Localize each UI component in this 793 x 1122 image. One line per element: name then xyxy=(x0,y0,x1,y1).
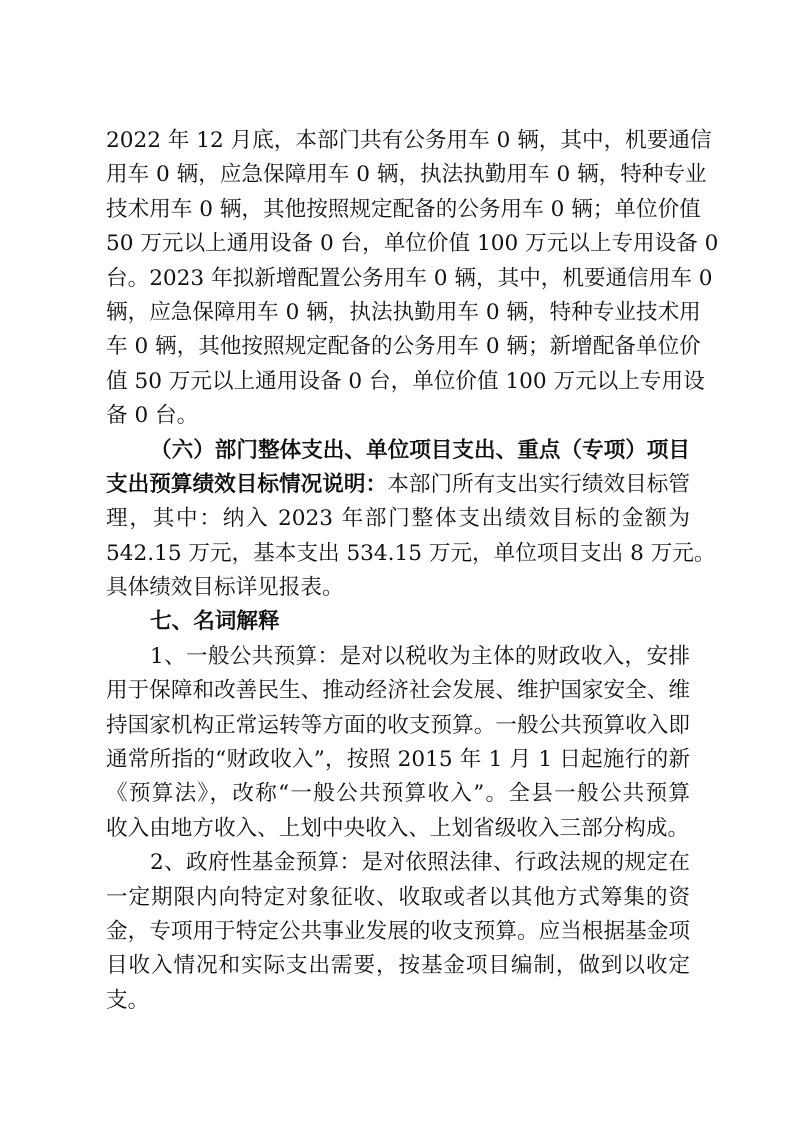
section-heading-tail: 支出预算绩效目标情况说明： xyxy=(106,471,388,497)
paragraph-line: 理，其中：纳入 2023 年部门整体支出绩效目标的金额为 xyxy=(106,506,690,532)
mixed-line xyxy=(106,468,690,502)
paragraph-line: 2022 年 12 月底，本部门共有公务用车 0 辆，其中，机要通信 xyxy=(106,128,712,153)
paragraph-line: 金，专项用于特定公共事业发展的收支预算。应当根据基金项 xyxy=(106,918,690,944)
definition-line: 1、一般公共预算：是对以税收为主体的财政收入，安排 xyxy=(150,643,690,669)
paragraph-line: 用车 0 辆，应急保障用车 0 辆，执法执勤用车 0 辆，特种专业 xyxy=(106,162,707,188)
paragraph-line: 收入由地方收入、上划中央收入、上划省级收入三部分构成。 xyxy=(106,815,690,841)
paragraph-line: 持国家机构正常运转等方面的收支预算。一般公共预算收入即 xyxy=(106,712,690,738)
paragraph-line: 车 0 辆，其他按照规定配备的公务用车 0 辆；新增配备单位价 xyxy=(106,334,701,360)
paragraph-line: 50 万元以上通用设备 0 台，单位价值 100 万元以上专用设备 0 xyxy=(106,231,719,257)
paragraph-line: 542.15 万元，基本支出 534.15 万元，单位项目支出 8 万元。 xyxy=(106,540,716,566)
document-body xyxy=(106,124,719,1018)
definition-line: 2、政府性基金预算：是对依照法律、行政法规的规定在 xyxy=(150,850,690,876)
paragraph-line: 支。 xyxy=(106,987,150,1013)
paragraph-line: 技术用车 0 辆，其他按照规定配备的公务用车 0 辆；单位价值 xyxy=(106,196,701,222)
paragraph-line: 备 0 台。 xyxy=(106,403,199,429)
section-heading-line: （六）部门整体支出、单位项目支出、重点（专项）项目 xyxy=(150,437,690,463)
paragraph-line: 目收入情况和实际支出需要，按基金项目编制，做到以收定 xyxy=(106,953,690,979)
paragraph-line: 台。2023 年拟新增配置公务用车 0 辆，其中，机要通信用车 0 xyxy=(106,265,713,291)
paragraph-line: 具体绩效目标详见报表。 xyxy=(106,575,344,601)
section-heading: 七、名词解释 xyxy=(150,609,280,635)
paragraph-line: 通常所指的“财政收入”，按照 2015 年 1 月 1 日起施行的新 xyxy=(106,747,690,773)
paragraph-line: 辆，应急保障用车 0 辆，执法执勤用车 0 辆，特种专业技术用 xyxy=(106,299,701,325)
paragraph-line: 用于保障和改善民生、推动经济社会发展、维护国家安全、维 xyxy=(106,678,690,704)
paragraph-line: 《预算法》，改称“一般公共预算收入”。全县一般公共预算 xyxy=(106,781,690,807)
paragraph-text: 本部门所有支出实行绩效目标管 xyxy=(387,471,690,497)
paragraph-line: 一定期限内向特定对象征收、收取或者以其他方式筹集的资 xyxy=(106,884,690,910)
paragraph-line: 值 50 万元以上通用设备 0 台，单位价值 100 万元以上专用设 xyxy=(106,368,705,394)
